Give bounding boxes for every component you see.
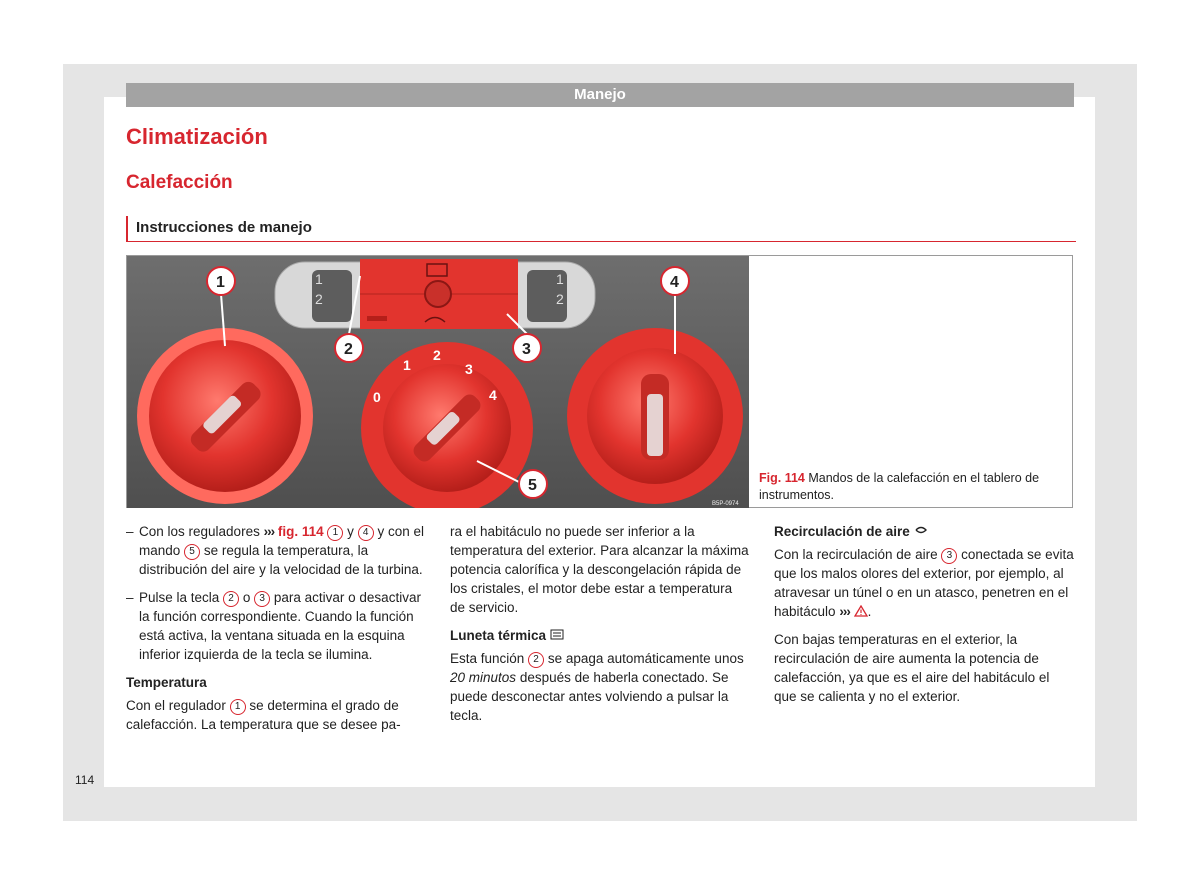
callout-ref-4: 4: [358, 525, 374, 541]
seat-right-1: 1: [556, 271, 564, 287]
figure-caption: [759, 470, 1059, 504]
seat-left-2: 2: [315, 291, 323, 307]
callout-3-label: 3: [522, 341, 531, 358]
section-title: Calefacción: [126, 172, 233, 193]
figure-link[interactable]: fig. 114: [277, 524, 324, 539]
bullet-1: – Con los reguladores ››› fig. 114 1 y 4 y con el mando 5 se regula la temperatura, la distribución del aire y la velocidad de la turbina.: [126, 524, 424, 577]
section-header: Manejo: [126, 83, 1074, 107]
paragraph-recirculacion-2: Con bajas temperaturas en el exterior, la recirculación de aire aumenta la potencia de calefacción, ya que es el aire del habitáculo el que se calienta y no el exterior.: [774, 632, 1050, 704]
fan-1: 1: [403, 357, 411, 373]
callout-ref-1: 1: [230, 699, 246, 715]
callout-ref-3: 3: [254, 591, 270, 607]
fan-0: 0: [373, 389, 381, 405]
paragraph-continuation: ra el habitáculo no puede ser inferior a la temperatura del exterior. Para alcanzar la máxima potencia calorífica y la descongelación rápida de los cristales, el motor debe estar a temperatura de servicio.: [450, 524, 749, 615]
heating-controls-illustration: [127, 256, 749, 508]
figure-caption-text: Mandos de la calefacción en el tablero de instrumentos.: [759, 471, 1040, 502]
paragraph-recirculacion-1: Con la recirculación de aire 3 conectada se evita que los malos olores del exterior, por ejemplo, al atravesar un túnel o en un atasco, penetren en el habitáculo ››› .: [774, 547, 1074, 619]
callout-4-label: 4: [670, 274, 679, 291]
crossref-arrow: ›››: [263, 524, 275, 539]
column-2: [450, 522, 750, 734]
seat-right-2: 2: [556, 291, 564, 307]
figure-code: B5P-0974: [712, 501, 739, 507]
callout-1-label: 1: [216, 274, 225, 291]
page-number: 114: [75, 773, 95, 787]
bullet-2: – Pulse la tecla 2 o 3 para activar o desactivar la función correspondiente. Cuando la función está activa, la ventana situada en la esquina inferior izquierda de la tecla se ilumina.: [126, 590, 421, 662]
paragraph-luneta: Esta función 2 se apaga automáticamente unos 20 minutos después de haberla conectado. Se puede desconectar antes volviendo a pulsar la tecla.: [450, 651, 744, 723]
subheading-luneta: Luneta térmica: [450, 626, 750, 645]
callout-ref-2: 2: [223, 591, 239, 607]
column-1: [126, 522, 426, 743]
rear-defrost-icon: [550, 629, 564, 641]
center-knob: [425, 281, 451, 307]
figure-label: Fig. 114: [759, 471, 805, 485]
callout-ref-5: 5: [184, 544, 200, 560]
callout-ref-1: 1: [327, 525, 343, 541]
fan-2: 2: [433, 347, 441, 363]
fan-4: 4: [489, 387, 497, 403]
recirculation-icon: [914, 525, 928, 537]
callout-ref-2: 2: [528, 652, 544, 668]
warning-icon[interactable]: [854, 605, 868, 617]
chapter-title: Climatización: [126, 124, 268, 149]
column-3: [774, 522, 1074, 715]
fan-3: 3: [465, 361, 473, 377]
callout-ref-3: 3: [941, 548, 957, 564]
subheading-recirculacion: Recirculación de aire: [774, 522, 1074, 541]
seat-left-1: 1: [315, 271, 323, 287]
subsection-title: Instrucciones de manejo: [136, 219, 312, 236]
callout-5-label: 5: [528, 477, 537, 494]
paragraph-temperatura: Con el regulador 1 se determina el grado de calefacción. La temperatura que se desee pa-: [126, 698, 401, 732]
subheading-temperatura: Temperatura: [126, 675, 207, 690]
callout-2-label: 2: [344, 341, 353, 358]
crossref-arrow: ›››: [839, 604, 850, 619]
